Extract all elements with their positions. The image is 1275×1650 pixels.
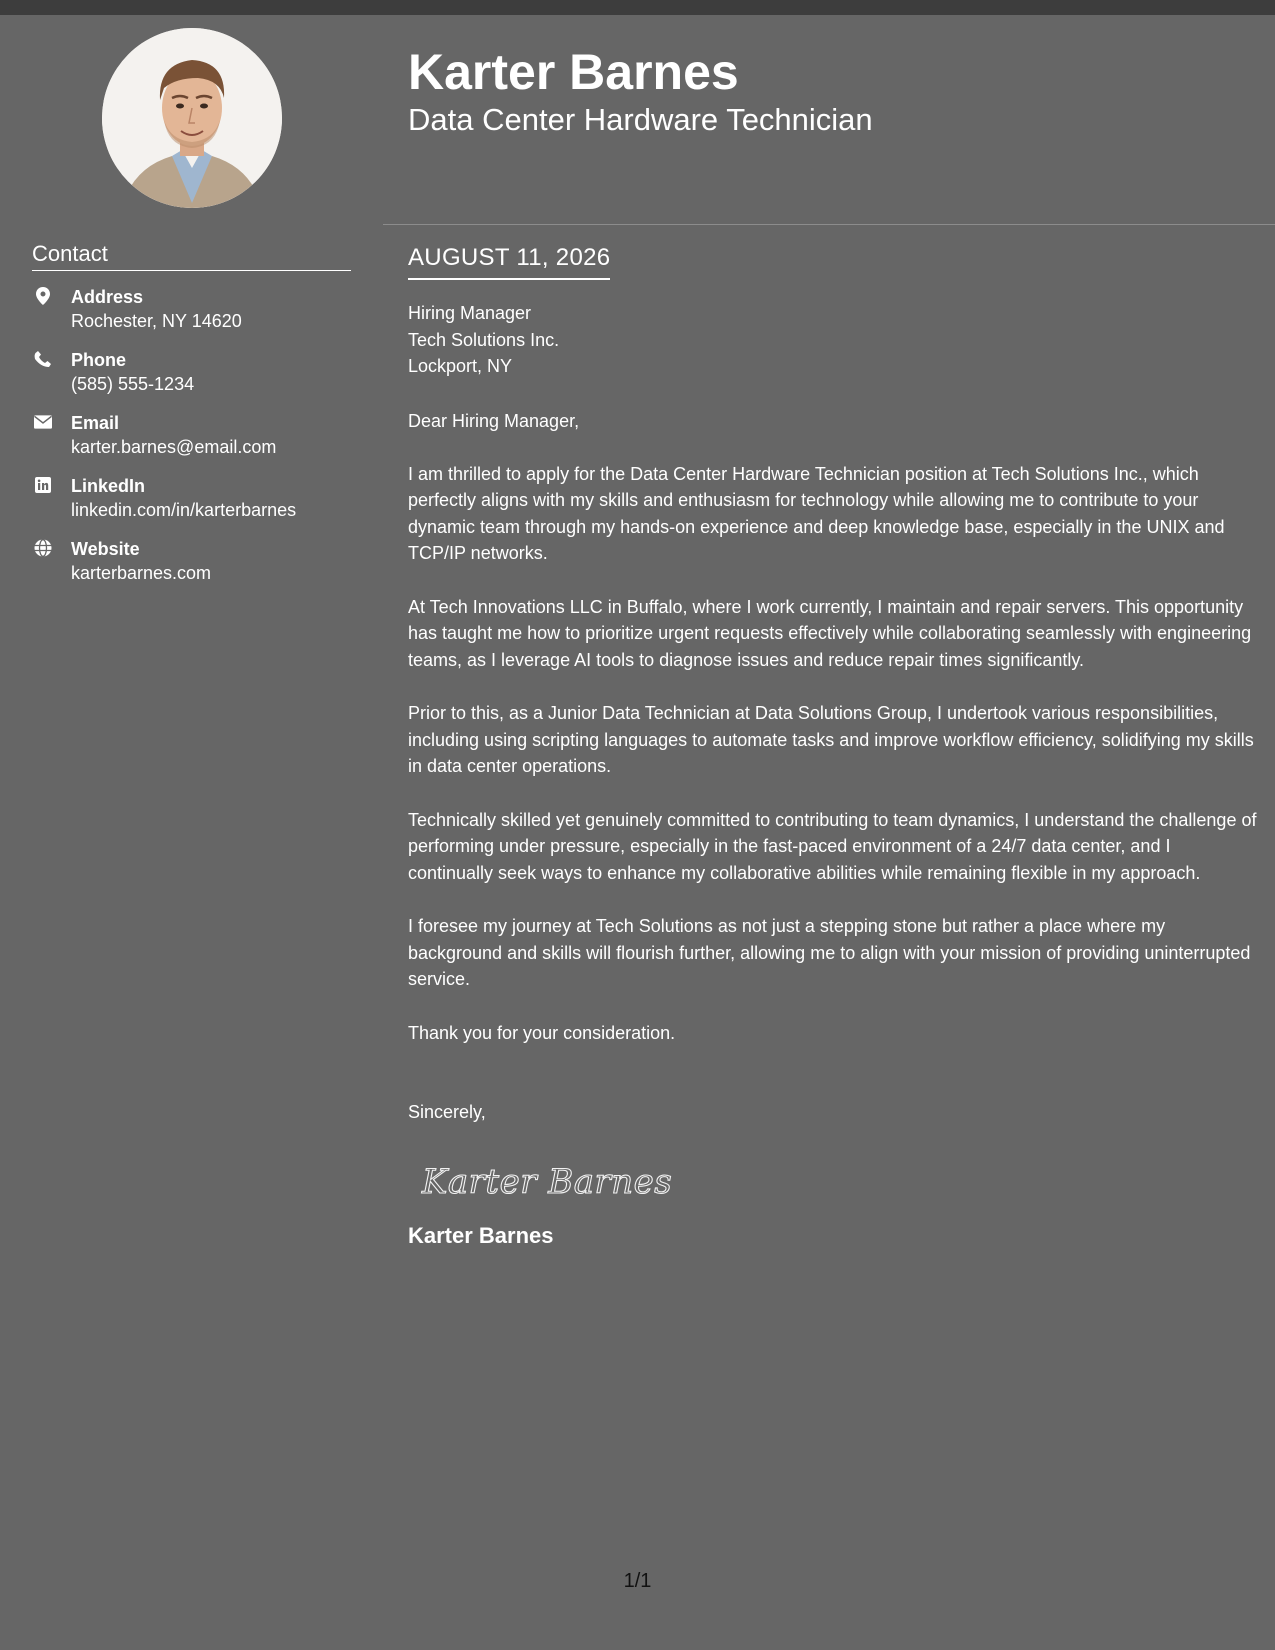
job-title: Data Center Hardware Technician xyxy=(408,102,873,137)
contact-label: Website xyxy=(71,539,140,559)
contact-list xyxy=(32,285,362,600)
contact-label: Address xyxy=(71,287,144,307)
letter-body xyxy=(408,244,1258,1249)
paragraph: I foresee my journey at Tech Solutions as not just a stepping stone but rather a place where my background and skills will flourish further, allowing me to align with your mission of providing uninterrupted service. xyxy=(408,916,1251,989)
linkedin-icon xyxy=(34,476,52,494)
contact-item-linkedin xyxy=(32,474,362,537)
contact-label: Email xyxy=(71,413,120,433)
letter-date: AUGUST 11, 2026 xyxy=(408,244,610,280)
contact-item-address xyxy=(32,285,362,348)
signer-name: Karter Barnes xyxy=(408,1223,554,1248)
contact-value[interactable]: karterbarnes.com xyxy=(71,563,212,583)
map-pin-icon xyxy=(34,287,52,305)
page-number: 1/1 xyxy=(623,1570,652,1592)
signature-text: Karter Barnes xyxy=(422,1162,673,1202)
globe-icon xyxy=(34,539,52,557)
envelope-icon xyxy=(34,413,52,431)
contact-value[interactable]: karter.barnes@email.com xyxy=(71,437,277,457)
contact-heading: Contact xyxy=(32,241,351,271)
contact-label: Phone xyxy=(71,350,127,370)
phone-icon xyxy=(34,350,52,368)
paragraph: Prior to this, as a Junior Data Technician at Data Solutions Group, I undertook various responsibilities, including using scripting languages to automate tasks and improve workflow efficiency, solidifying my skills in data center operations. xyxy=(408,703,1254,776)
recipient-line: Hiring Manager xyxy=(408,303,532,323)
contact-item-website xyxy=(32,537,362,600)
contact-item-email xyxy=(32,411,362,474)
closing: Sincerely, xyxy=(408,1102,486,1122)
header-divider xyxy=(383,224,1275,225)
contact-value: (585) 555-1234 xyxy=(71,374,195,394)
recipient-line: Tech Solutions Inc. xyxy=(408,329,560,350)
paragraph: Technically skilled yet genuinely committed to contributing to team dynamics, I understand the challenge of performing under pressure, especially in the fast-paced environment of a 24/7 data center, and I continually seek ways to enhance my collaborative abilities while remaining flexible in my approach. xyxy=(408,809,1257,883)
top-bar xyxy=(0,0,1275,15)
profile-photo xyxy=(102,28,282,208)
portrait-image xyxy=(102,28,282,208)
contact-item-phone xyxy=(32,348,362,411)
signature-image xyxy=(420,1153,680,1209)
recipient-line: Lockport, NY xyxy=(408,356,513,376)
paragraph: At Tech Innovations LLC in Buffalo, where I work currently, I maintain and repair servers. This opportunity has taught me how to prioritize urgent requests effectively while collaborating seamlessly with engineering teams, as I leverage AI tools to diagnose issues and reduce repair times significantly. xyxy=(408,596,1252,670)
contact-value[interactable]: linkedin.com/in/karterbarnes xyxy=(71,500,297,520)
salutation: Dear Hiring Manager, xyxy=(408,410,580,431)
contact-value: Rochester, NY 14620 xyxy=(71,311,242,331)
recipient-block xyxy=(408,300,1258,380)
paragraph: Thank you for your consideration. xyxy=(408,1022,676,1043)
applicant-name: Karter Barnes xyxy=(408,44,739,100)
contact-label: LinkedIn xyxy=(71,476,146,496)
sidebar xyxy=(0,15,383,1650)
paragraph: I am thrilled to apply for the Data Center Hardware Technician position at Tech Solutions Inc., which perfectly aligns with my skills and enthusiasm for technology while allowing me to contribute to your dynamic team through my hands-on experience and deep knowledge base, especially in the UNIX and TCP/IP networks. xyxy=(408,463,1225,563)
